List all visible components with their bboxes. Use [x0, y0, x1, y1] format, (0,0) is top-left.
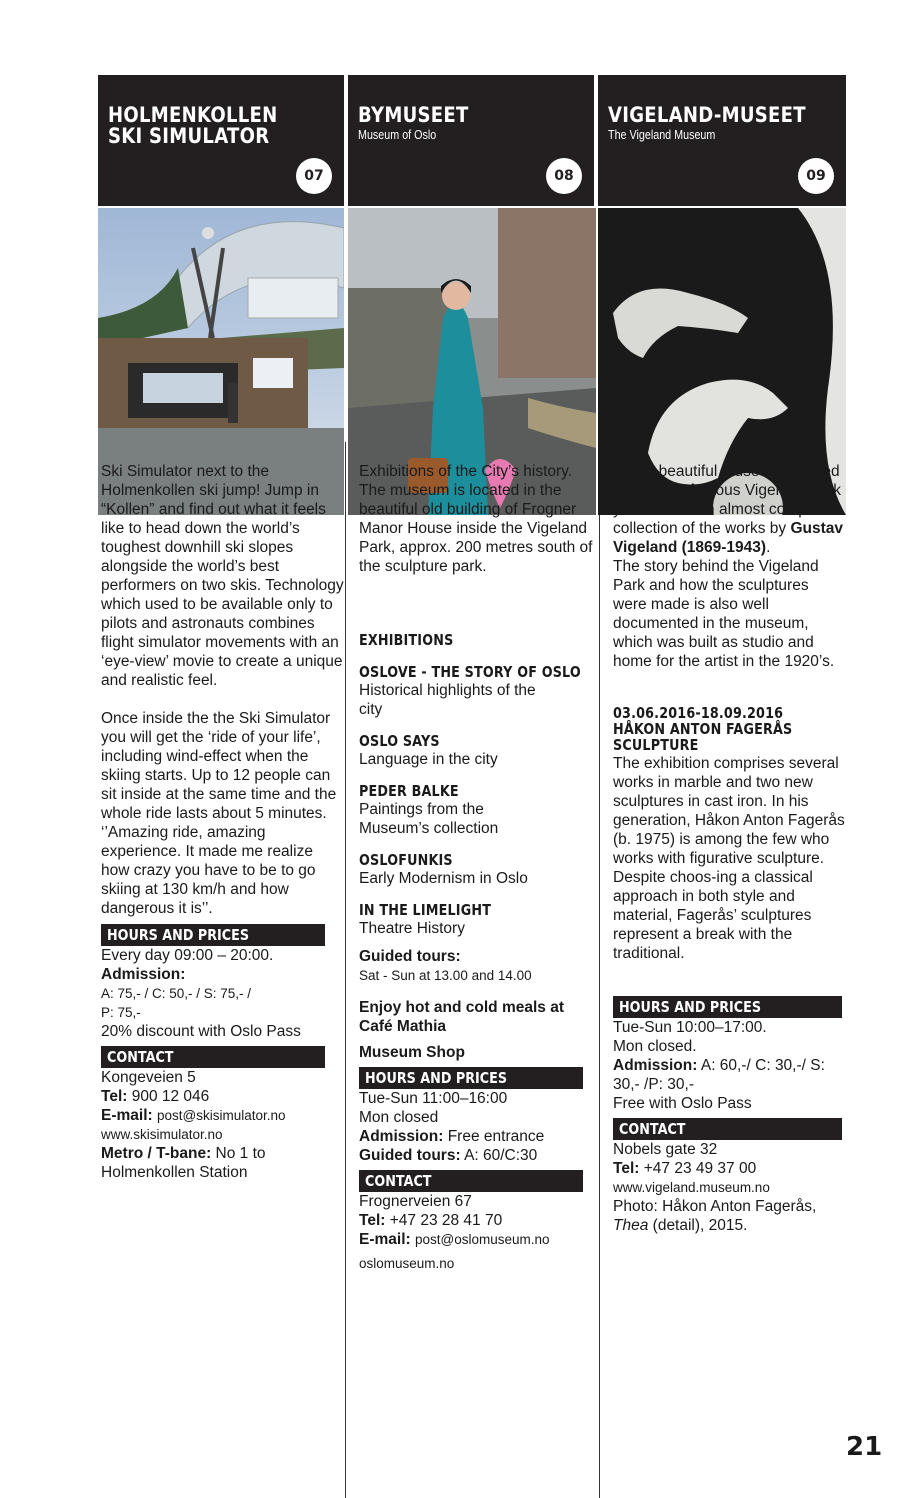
- contact-header-bar: [359, 1170, 583, 1192]
- website-link[interactable]: www.vigeland.museum.no: [613, 1180, 770, 1195]
- header-vigeland: [598, 75, 846, 206]
- admission-prices-1: A: 75,- / C: 50,- / S: 75,- /: [101, 986, 252, 1001]
- exhibitions-header: EXHIBITIONS: [359, 631, 454, 649]
- title-line-1: HOLMENKOLLEN: [108, 103, 278, 127]
- exhibit-dates: 03.06.2016-18.09.2016: [613, 704, 784, 722]
- email-label: E-mail:: [359, 1231, 411, 1248]
- title: BYMUSEET: [358, 103, 469, 127]
- intro-text-b: The story behind the Vigeland Park and how the sculptures were made is also well documented in the museum, which was built as studio and home for the artist in the 1920’s.: [613, 558, 835, 670]
- column-divider-2: [599, 442, 600, 1498]
- exhibition-title: OSLO SAYS: [359, 732, 440, 750]
- exhibition-description: Language in the city: [359, 751, 498, 768]
- title-line-2: SKI SIMULATOR: [108, 124, 270, 148]
- metro-text: No 1 to Holmenkollen Station: [101, 1145, 266, 1181]
- exhibitions-list: [359, 663, 594, 938]
- photo-credit-work: Thea: [613, 1217, 649, 1234]
- intro-text-a: In this beautiful museum situated next to the famous Vigeland Park you will find an almost complete collection of the works by: [613, 463, 842, 537]
- body-vigeland: In this beautiful museum situated next to the famous Vigeland Park you will find an almost complete collection of the works by Gustav Vigeland (1869-1943). The story behind the Vigeland Park and how the sculptures were made is also well documented in the museum, which was built as studio and home for the artist in the 1920’s. 03.06.2016-18.09.2016 HÅKON ANTON FAGERÅS SCULPTURE The exhibition comprises several works in marble and two new sculptures in cast iron. In his generation, Håkon Anton Fagerås (b. 1975) is among the few who works with figurative sculpture. Despite choos-ing a classical approach in both style and material, Fagerås’ sculptures represent a break with the traditional. HOURS AND PRICES Tue-Sun 10:00–17:00. Mon closed. Admission: A: 60,-/ C: 30,-/ S: 30,- /P: 30,- Free with Oslo Pass CONTACT Nobels gate 32 Tel: +47 23 49 37 00 www.vigeland.museum.no Photo: Håkon Anton Fagerås, Thea (detail), 2015.: [613, 463, 845, 1234]
- metro-label: Metro / T-bane:: [101, 1145, 212, 1162]
- tel-number: +47 23 28 41 70: [389, 1212, 503, 1229]
- subtitle: Museum of Oslo: [358, 128, 437, 142]
- website-link[interactable]: oslomuseum.no: [359, 1256, 455, 1271]
- guided-price-label: Guided tours:: [359, 1147, 461, 1164]
- hours-line-1: Tue-Sun 11:00–16:00: [359, 1090, 508, 1107]
- number-badge: 07: [296, 158, 332, 194]
- oslo-pass-text: Free with Oslo Pass: [613, 1095, 752, 1112]
- column-bymuseet: [348, 75, 594, 1271]
- tel-label: Tel:: [359, 1212, 386, 1229]
- column-vigeland: [598, 75, 846, 1234]
- title: VIGELAND-MUSEET: [608, 103, 806, 127]
- tel-label: Tel:: [613, 1160, 640, 1177]
- website-link[interactable]: www.skisimulator.no: [101, 1127, 223, 1142]
- contact-header-bar: [613, 1118, 842, 1140]
- exhibit-text: The exhibition comprises several works in marble and two new sculptures in cast iron. In his generation, Håkon Anton Fagerås (b. 1975) is among the few who works with figurative sculpture. Despite choos-ing a classical approach in both style and material, Fagerås’ sculptures represent a break with the traditional.: [613, 755, 845, 962]
- exhibition-description: Early Modernism in Oslo: [359, 870, 528, 887]
- email-link[interactable]: post@skisimulator.no: [157, 1108, 286, 1123]
- page-number: 21: [846, 1432, 883, 1462]
- admission-text: A: 60,-/ C: 30,-/ S: 30,- /P: 30,-: [613, 1057, 825, 1093]
- intro-text: Exhibitions of the City’s history. The museum is located in the beautiful old building of Frogner Manor House inside the Vigeland Park, approx. 200 metres south of the sculpture park.: [359, 463, 593, 575]
- exhibition-title: PEDER BALKE: [359, 782, 459, 800]
- hours-header-bar: [359, 1067, 583, 1089]
- tel-number: 900 12 046: [131, 1088, 210, 1105]
- exhibition-title: OSLOVE - THE STORY OF OSLO: [359, 663, 581, 681]
- number-badge: 08: [546, 158, 582, 194]
- contact-header: CONTACT: [365, 1172, 432, 1190]
- address: Frognerveien 67: [359, 1193, 472, 1210]
- header-bymuseet: [348, 75, 594, 206]
- header-ski-simulator: [98, 75, 344, 206]
- shop-text: Museum Shop: [359, 1044, 465, 1061]
- hours-header-bar: [101, 924, 325, 946]
- admission-prices-2: P: 75,-: [101, 1005, 141, 1020]
- exhibit-title-1: HÅKON ANTON FAGERÅS: [613, 720, 793, 738]
- subtitle: The Vigeland Museum: [608, 128, 716, 142]
- hours-header: HOURS AND PRICES: [619, 998, 762, 1016]
- exhibition-description: Historical highlights of the city: [359, 682, 536, 718]
- admission-label: Admission:: [613, 1057, 698, 1074]
- hours-header-bar: [613, 996, 842, 1018]
- guided-tours-label: Guided tours:: [359, 948, 461, 965]
- contact-header-bar: [101, 1046, 325, 1068]
- hours-header: HOURS AND PRICES: [365, 1069, 508, 1087]
- guided-price: A: 60/C:30: [464, 1147, 538, 1164]
- hours-line-2: Mon closed: [359, 1109, 439, 1126]
- body-bymuseet: [359, 462, 594, 1273]
- contact-header: CONTACT: [107, 1048, 174, 1066]
- intro-text: Ski Simulator next to the Holmenkollen ski jump! Jump in “Kollen” and find out what it feels like to head down the world’s toughest downhill ski slopes alongside the world’s best performers on two skis. Technology which used to be available only to pilots and astronauts combines flight simulator movements with an ‘eye-view’ movie to create a unique and realistic feel.: [101, 463, 344, 689]
- admission-label: Admission:: [359, 1128, 444, 1145]
- hours-header: HOURS AND PRICES: [107, 926, 250, 944]
- email-label: E-mail:: [101, 1107, 153, 1124]
- body-ski-simulator: [101, 462, 344, 1182]
- address: Kongeveien 5: [101, 1069, 196, 1086]
- hours-line-1: Tue-Sun 10:00–17:00.: [613, 1019, 767, 1036]
- exhibit-title-2: SCULPTURE: [613, 736, 699, 754]
- meals-text: Enjoy hot and cold meals at Café Mathia: [359, 999, 564, 1035]
- discount-text: 20% discount with Oslo Pass: [101, 1023, 301, 1040]
- exhibition-description: Theatre History: [359, 920, 465, 937]
- second-paragraph: Once inside the the Ski Simulator you will get the ‘ride of your life’, including wind-effect when the skiing starts. Up to 12 people can sit inside at the same time and the whole ride lasts about 5 minutes. ‘’Amazing ride, amazing experience. It made me realize how crazy you have to be to go skiing at 130 km/h and how dangerous it is’’.: [101, 710, 337, 917]
- address: Nobels gate 32: [613, 1141, 718, 1158]
- hours-text: Every day 09:00 – 20:00.: [101, 947, 274, 964]
- number-badge: 09: [798, 158, 834, 194]
- column-divider-1: [345, 442, 346, 1498]
- exhibition-title: OSLOFUNKIS: [359, 851, 453, 869]
- exhibition-description: Paintings from the Museum’s collection: [359, 801, 499, 837]
- guided-tours-times: Sat - Sun at 13.00 and 14.00: [359, 968, 532, 983]
- hours-line-2: Mon closed.: [613, 1038, 697, 1055]
- column-ski-simulator: [98, 75, 344, 1181]
- contact-header: CONTACT: [619, 1120, 686, 1138]
- admission-text: Free entrance: [447, 1128, 545, 1145]
- photo-credit-b: (detail), 2015.: [652, 1217, 748, 1234]
- photo-credit-a: Photo: Håkon Anton Fagerås,: [613, 1198, 817, 1215]
- tel-number: +47 23 49 37 00: [643, 1160, 757, 1177]
- email-link[interactable]: post@oslomuseum.no: [415, 1232, 550, 1247]
- artist-name: Gustav Vigeland (1869-1943): [613, 520, 844, 556]
- tel-label: Tel:: [101, 1088, 128, 1105]
- admission-label: Admission:: [101, 966, 186, 983]
- exhibition-title: IN THE LIMELIGHT: [359, 901, 492, 919]
